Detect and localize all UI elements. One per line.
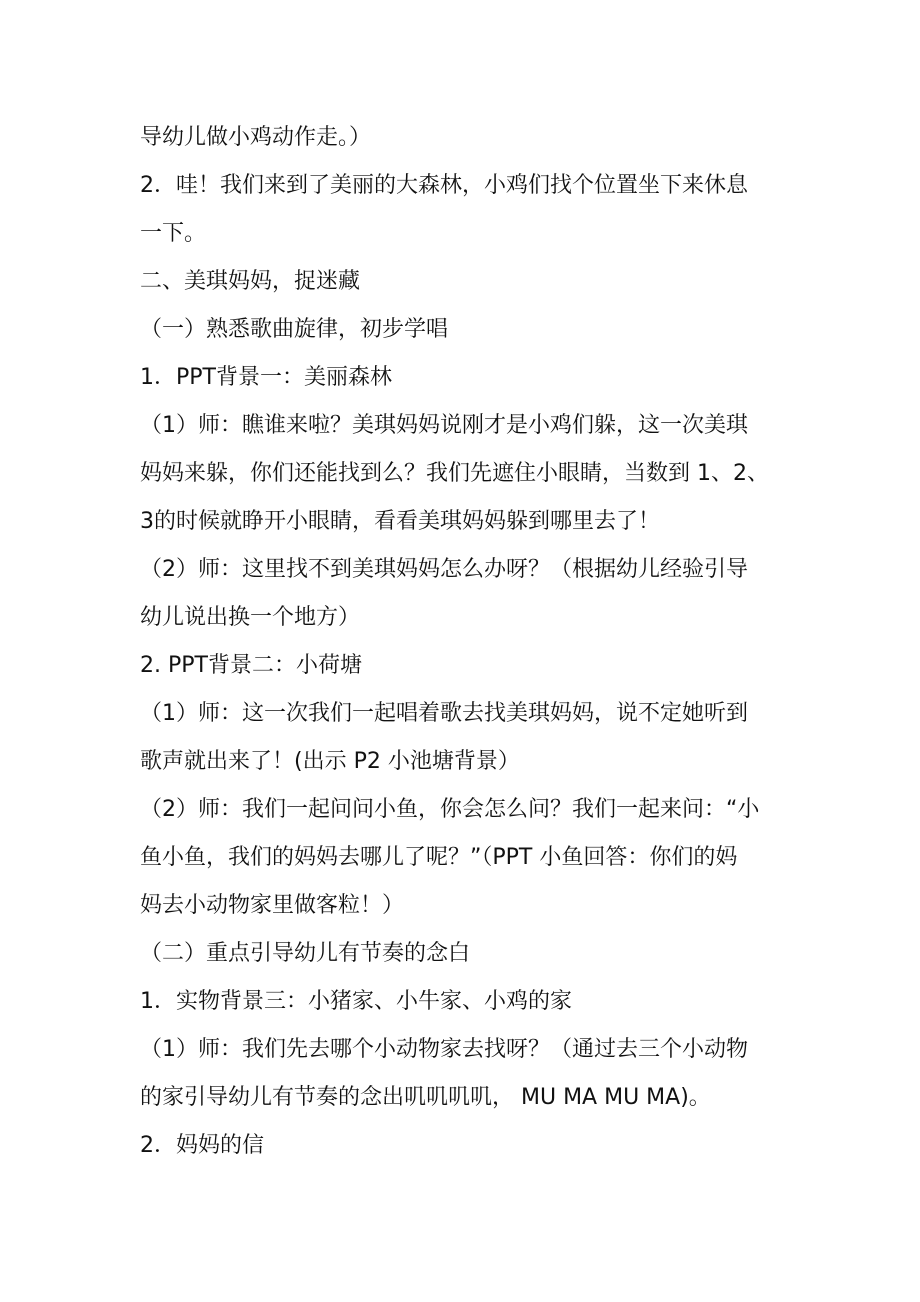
text-line: 鱼小鱼，我们的妈妈去哪儿了呢？”（PPT 小鱼回答：你们的妈 bbox=[140, 845, 738, 870]
text-line: 3的时候就睁开小眼睛，看看美琪妈妈躲到哪里去了！ bbox=[140, 509, 660, 534]
step-heading: 1．实物背景三：小猪家、小牛家、小鸡的家 bbox=[140, 989, 572, 1014]
text-line: （1）师：瞧谁来啦？美琪妈妈说刚才是小鸡们躲，这一次美琪 bbox=[140, 413, 748, 438]
section-heading: 二、美琪妈妈，捉迷藏 bbox=[140, 269, 361, 294]
text-line: （1）师：我们先去哪个小动物家去找呀？（通过去三个小动物 bbox=[140, 1037, 748, 1062]
text-line: 妈去小动物家里做客粒！） bbox=[140, 893, 405, 918]
step-heading: 1．PPT背景一：美丽森林 bbox=[140, 365, 392, 390]
text-line: 2．哇！我们来到了美丽的大森林，小鸡们找个位置坐下来休息 bbox=[140, 173, 748, 198]
text-line: 妈妈来躲，你们还能找到么？我们先遮住小眼睛，当数到 1、2、 bbox=[140, 461, 769, 486]
subsection-heading: （一）熟悉歌曲旋律，初步学唱 bbox=[140, 317, 449, 342]
text-line: 的家引导幼儿有节奏的念出叽叽叽叽， MU MA MU MA)。 bbox=[140, 1085, 711, 1110]
text-line: （2）师：我们一起问问小鱼，你会怎么问？我们一起来问：“小 bbox=[140, 797, 760, 822]
step-heading: 2. PPT背景二：小荷塘 bbox=[140, 653, 362, 678]
text-line: 导幼儿做小鸡动作走。） bbox=[140, 125, 372, 150]
subsection-heading: （二）重点引导幼儿有节奏的念白 bbox=[140, 941, 471, 966]
text-line: 一下。 bbox=[140, 221, 207, 246]
text-line: （1）师：这一次我们一起唱着歌去找美琪妈妈，说不定她听到 bbox=[140, 701, 748, 726]
step-heading: 2．妈妈的信 bbox=[140, 1133, 264, 1158]
text-line: （2）师：这里找不到美琪妈妈怎么办呀？（根据幼儿经验引导 bbox=[140, 557, 748, 582]
text-line: 歌声就出来了！(出示 P2 小池塘背景） bbox=[140, 749, 520, 774]
text-line: 幼儿说出换一个地方） bbox=[140, 605, 361, 630]
